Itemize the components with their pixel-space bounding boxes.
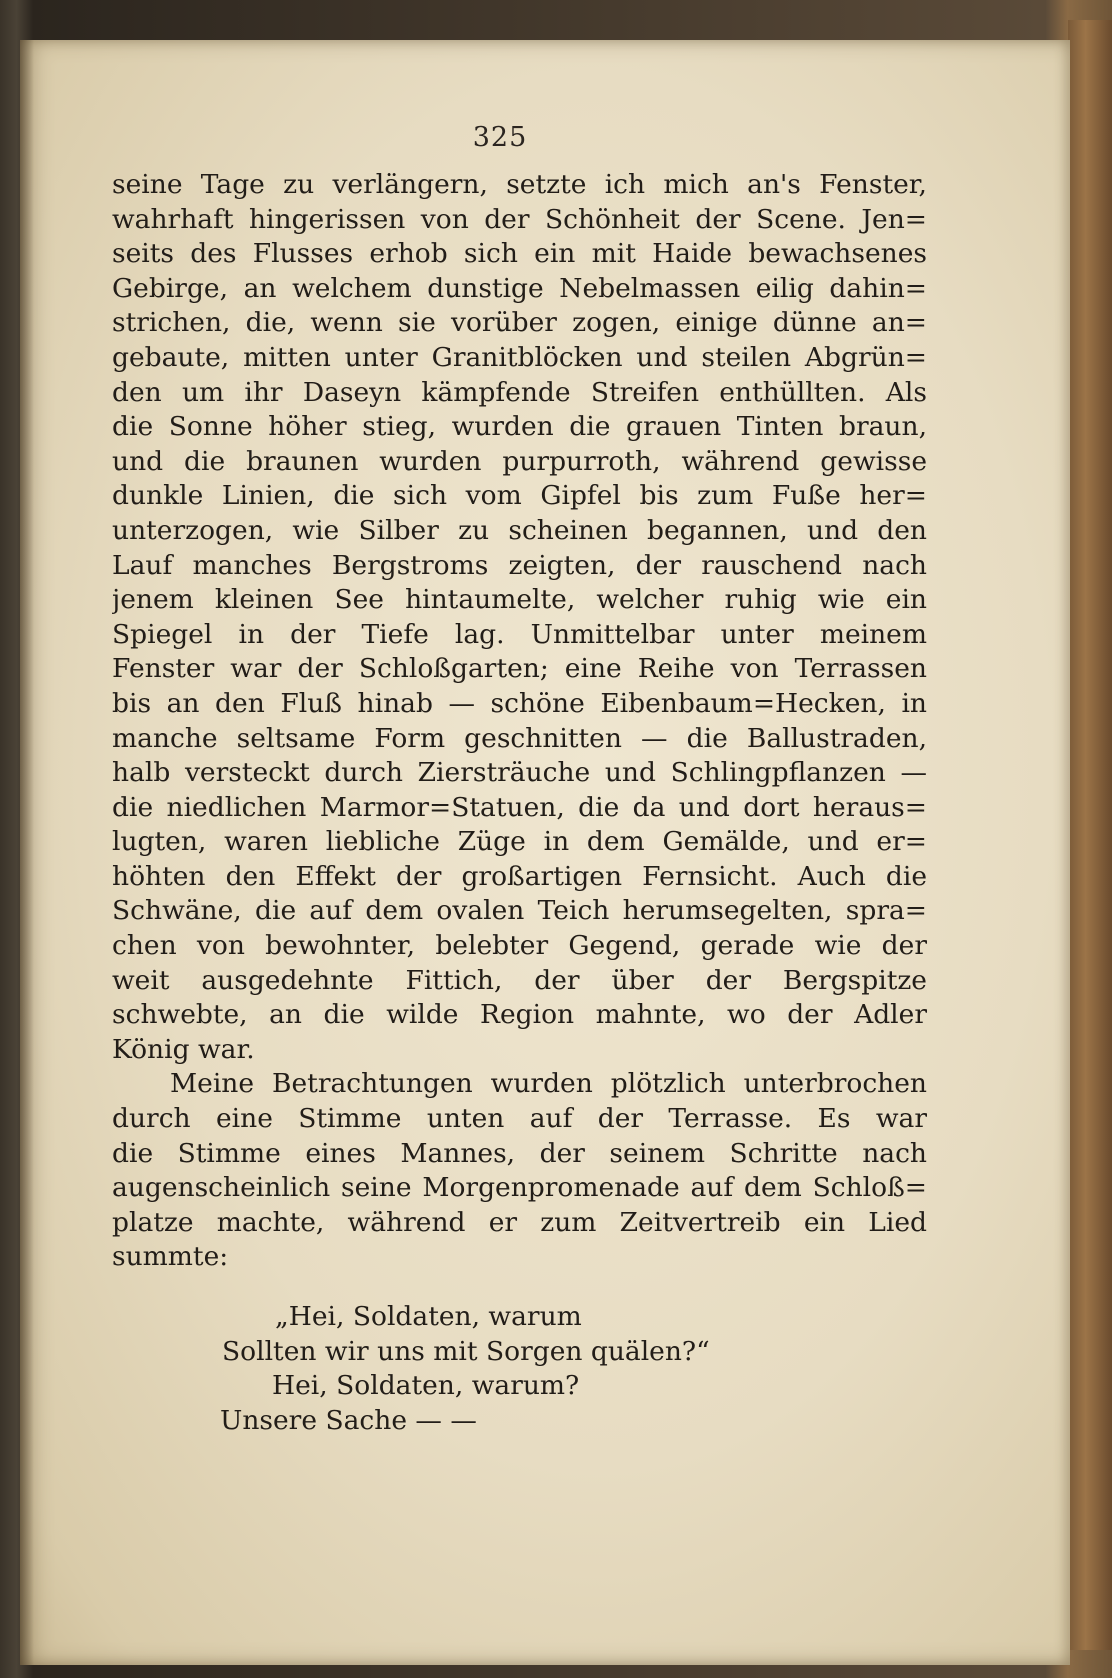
text-line: seine Tage zu verlängern, setzte ich mich an's Fenster, (112, 169, 927, 200)
text-line: Spiegel in der Tiefe lag. Unmittelbar unter meinem (112, 618, 927, 650)
text-line: bis an den Fluß hinab — schöne Eibenbaum=Hecken, in (112, 687, 927, 719)
text-line: schwebte, an die wilde Region mahnte, wo der Adler (112, 999, 927, 1031)
text-line: die Sonne höher stieg, wurden die grauen Tinten braun, (112, 411, 927, 443)
text-line: strichen, die, wenn sie vorüber zogen, einige dünne an= (112, 307, 927, 339)
text-line: Meine Betrachtungen wurden plötzlich unterbrochen (170, 1068, 927, 1100)
text-line: die niedlichen Marmor=Statuen, die da und dort heraus= (112, 791, 927, 823)
text-line: durch eine Stimme unten auf der Terrasse. Es war (112, 1103, 927, 1135)
text-line: unterzogen, wie Silber zu scheinen begannen, und den (112, 514, 927, 546)
text-line: augenscheinlich seine Morgenpromenade auf dem Schloß= (112, 1172, 927, 1204)
text-line: und die braunen wurden purpurroth, während gewisse (112, 445, 927, 477)
text-line: manche seltsame Form geschnitten — die Ballustraden, (112, 722, 927, 754)
text-line: höhten den Effekt der großartigen Fernsicht. Auch die (112, 860, 927, 892)
body-text (112, 168, 927, 1275)
verse-line: „Hei, Soldaten, warum (275, 1301, 582, 1332)
text-line: Schwäne, die auf dem ovalen Teich herumsegelten, spra= (112, 895, 927, 927)
text-line: König war. (112, 1033, 255, 1065)
text-line: die Stimme eines Mannes, der seinem Schritte nach (112, 1137, 927, 1169)
text-line: seits des Flusses erhob sich ein mit Haide bewachsenes (112, 238, 927, 270)
song-verse (112, 1300, 927, 1438)
text-line: dunkle Linien, die sich vom Gipfel bis zum Fuße her= (112, 480, 927, 512)
page-gutter (20, 40, 34, 1665)
text-line: summte: (112, 1241, 229, 1273)
book-cover-edge (1068, 20, 1112, 1650)
text-line: chen von bewohnter, belebter Gegend, gerade wie der (112, 930, 927, 962)
text-line: platze machte, während er zum Zeitvertreib ein Lied (112, 1206, 927, 1238)
text-line: Fenster war der Schloßgarten; eine Reihe von Terrassen (112, 653, 927, 685)
text-line: gebaute, mitten unter Granitblöcken und steilen Abgrün= (112, 341, 927, 373)
text-line: halb versteckt durch Ziersträuche und Schlingpflanzen — (112, 757, 927, 789)
text-line: Gebirge, an welchem dunstige Nebelmassen eilig dahin= (112, 272, 927, 304)
verse-line: Sollten wir uns mit Sorgen quälen?“ (222, 1335, 710, 1367)
verse-line: Hei, Soldaten, warum? (272, 1370, 580, 1402)
page-number: 325 (472, 122, 528, 153)
verse-line: Unsere Sache — — (220, 1404, 477, 1436)
text-line: weit ausgedehnte Fittich, der über der Bergspitze (112, 964, 927, 996)
text-line: lugten, waren liebliche Züge in dem Gemälde, und er= (112, 826, 927, 858)
text-line: jenem kleinen See hintaumelte, welcher ruhig wie ein (112, 584, 927, 616)
text-line: wahrhaft hingerissen von der Schönheit der Scene. Jen= (112, 203, 927, 235)
text-line: Lauf manches Bergstroms zeigten, der rauschend nach (112, 549, 927, 581)
text-line: den um ihr Daseyn kämpfende Streifen enthüllten. Als (112, 376, 927, 408)
